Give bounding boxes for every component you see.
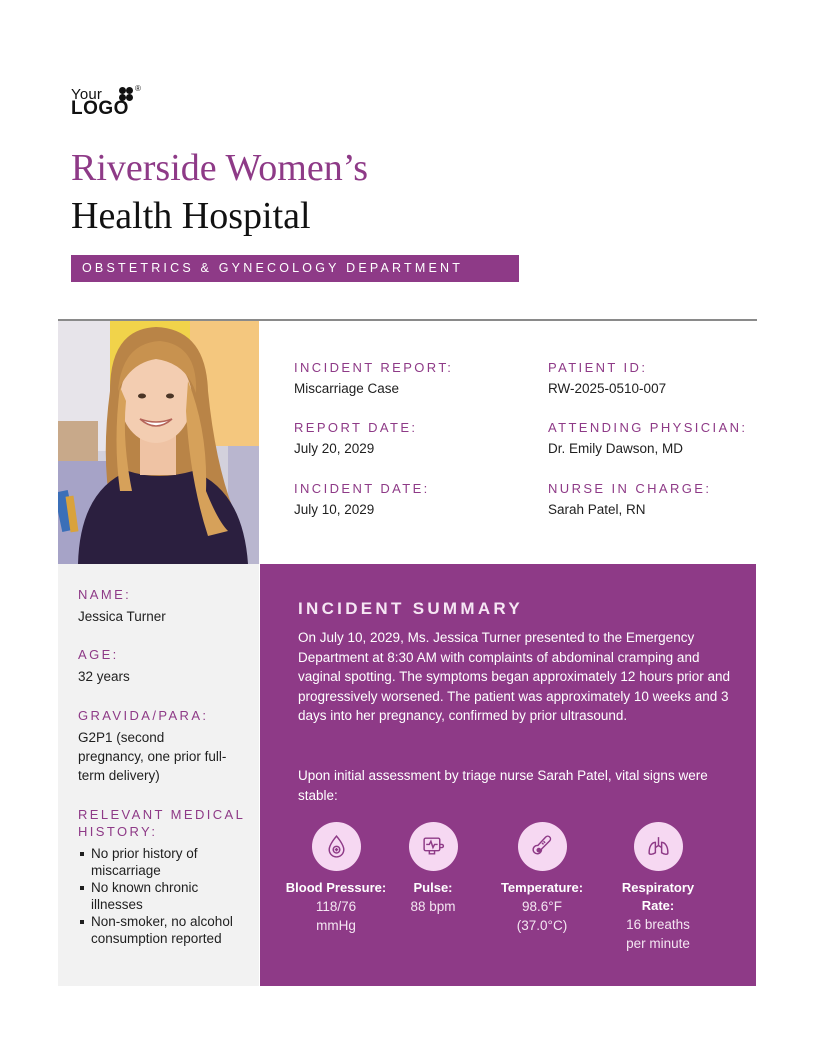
attending-physician-label: ATTENDING PHYSICIAN: — [548, 420, 748, 435]
patient-photo — [58, 321, 259, 564]
vital-label: Blood Pressure: — [285, 880, 387, 895]
vital-value: 88 bpm — [410, 899, 456, 914]
registered-mark: ® — [135, 84, 141, 93]
report-date-field — [294, 420, 417, 456]
list-item: No known chronic illnesses — [78, 880, 253, 913]
department-name: OBSTETRICS & GYNECOLOGY DEPARTMENT — [82, 261, 464, 275]
logo-text-logo: LOGO — [71, 98, 129, 119]
medical-history-field — [78, 806, 253, 948]
incident-summary-paragraph-2: Upon initial assessment by triage nurse Sarah Patel, vital signs were stable: — [298, 768, 708, 803]
gravida-para-label: GRAVIDA/PARA: — [78, 708, 209, 723]
logo — [71, 86, 151, 120]
incident-date-field — [294, 481, 430, 517]
patient-details-panel — [58, 564, 259, 986]
report-date-label: REPORT DATE: — [294, 420, 418, 435]
vital-label: Temperature: — [500, 880, 584, 895]
patient-name-value: Jessica Turner — [78, 609, 166, 624]
incident-report-value: Miscarriage Case — [294, 381, 400, 396]
department-banner — [71, 255, 519, 282]
incident-summary-paragraph-1: On July 10, 2029, Ms. Jessica Turner presented to the Emergency Department at 8:30 AM with complaints of abdominal cramping and vaginal spotting. The symptoms began approximately 12 hours prior and progressively worsened. The patient was approximately 10 weeks and 3 days into her pregnancy, confirmed by prior ultrasound. — [298, 630, 730, 724]
patient-age-field — [78, 646, 253, 686]
lungs-icon — [634, 822, 683, 871]
blood-drop-icon — [312, 822, 361, 871]
vital-blood-pressure — [281, 822, 391, 935]
incident-date-value: July 10, 2029 — [294, 502, 375, 517]
patient-age-value: 32 years — [78, 669, 130, 684]
hospital-name-line2: Health Hospital — [71, 195, 311, 237]
medical-history-label: RELEVANT MEDICAL HISTORY: — [78, 807, 245, 839]
vital-value: 118/76 mmHg — [315, 899, 357, 933]
report-date-value: July 20, 2029 — [294, 441, 375, 456]
medical-history-list — [78, 846, 253, 947]
hospital-name-line1: Riverside Women’s — [71, 147, 369, 189]
nurse-in-charge-label: NURSE IN CHARGE: — [548, 481, 712, 496]
patient-id-label: PATIENT ID: — [548, 360, 648, 375]
vital-respiratory-rate — [603, 822, 713, 953]
patient-name-label: NAME: — [78, 587, 132, 602]
incident-date-label: INCIDENT DATE: — [294, 481, 430, 496]
patient-photo-illustration — [58, 321, 259, 564]
vital-pulse — [378, 822, 488, 916]
gravida-para-field — [78, 707, 253, 785]
incident-report-label: INCIDENT REPORT: — [294, 360, 454, 375]
vital-label: Pulse: — [413, 880, 453, 895]
list-item: No prior history of miscarriage — [78, 846, 253, 879]
heart-monitor-icon — [409, 822, 458, 871]
thermometer-icon — [518, 822, 567, 871]
vital-value: 98.6°F (37.0°C) — [516, 899, 568, 933]
vital-label: Respiratory Rate: — [621, 880, 695, 913]
vital-value: 16 breaths per minute — [626, 917, 690, 951]
nurse-in-charge-value: Sarah Patel, RN — [548, 502, 646, 517]
patient-id-field — [548, 360, 666, 396]
vital-temperature — [487, 822, 597, 935]
attending-physician-value: Dr. Emily Dawson, MD — [548, 441, 684, 456]
patient-id-value: RW-2025-0510-007 — [548, 381, 667, 396]
nurse-in-charge-field — [548, 481, 711, 517]
patient-name-field — [78, 586, 253, 626]
gravida-para-value: G2P1 (second pregnancy, one prior full-term delivery) — [78, 730, 227, 783]
incident-report-field — [294, 360, 453, 396]
logo-text-your: Your — [71, 86, 103, 103]
incident-summary-heading: INCIDENT SUMMARY — [298, 599, 523, 618]
list-item: Non-smoker, no alcohol consumption reported — [78, 914, 253, 947]
attending-physician-field — [548, 420, 747, 456]
patient-age-label: AGE: — [78, 647, 119, 662]
incident-summary-panel — [260, 564, 756, 986]
